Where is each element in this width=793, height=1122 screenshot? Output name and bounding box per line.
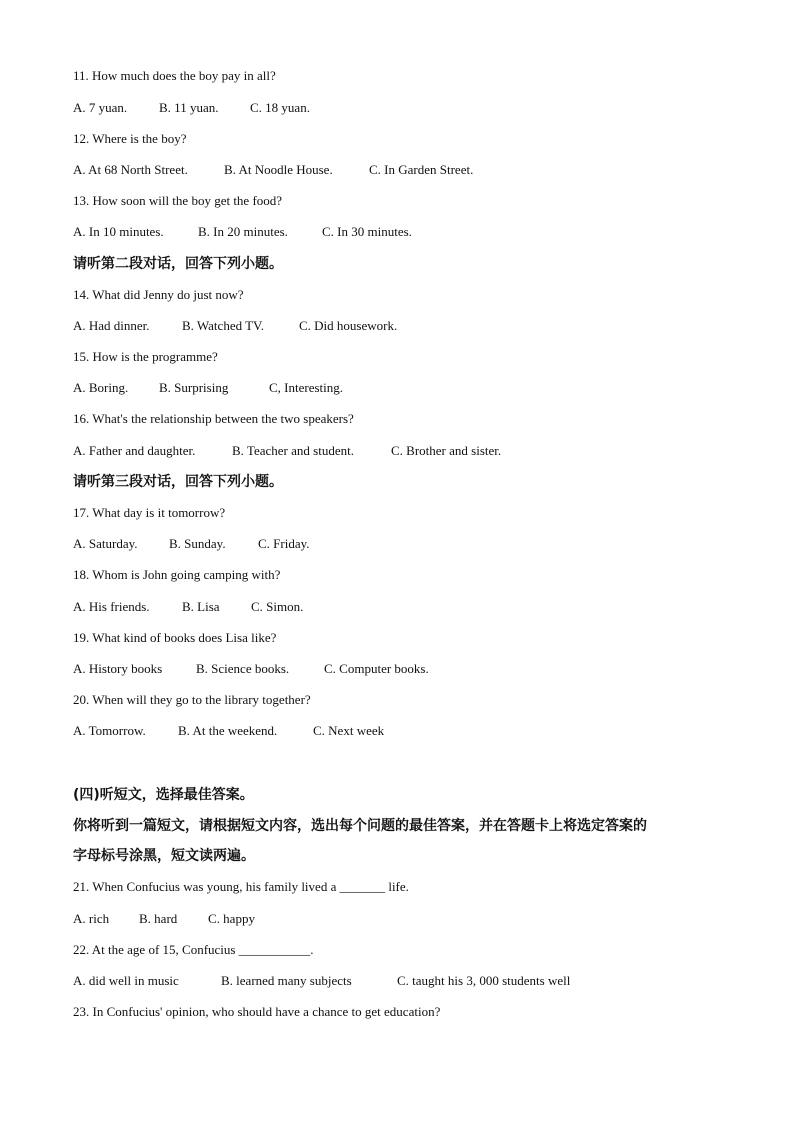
option-a: A. At 68 North Street. [73, 162, 188, 177]
question-16: 16. What's the relationship between the two speakers? [73, 411, 354, 426]
option-a: A. 7 yuan. [73, 100, 128, 115]
options-11 [73, 100, 310, 116]
options-20 [73, 723, 384, 739]
option-c: C. 18 yuan. [250, 100, 310, 115]
option-b: B. learned many subjects [221, 973, 352, 988]
option-a: A. Father and daughter. [73, 443, 196, 458]
question-14: 14. What did Jenny do just now? [73, 287, 244, 302]
option-a: A. History books [73, 661, 163, 676]
options-14 [73, 318, 397, 334]
option-c: C. In 30 minutes. [322, 224, 412, 239]
option-c: C. Simon. [251, 599, 304, 614]
options-13 [73, 224, 412, 240]
option-b: B. Lisa [182, 599, 220, 614]
question-11: 11. How much does the boy pay in all? [73, 68, 276, 83]
option-a: A. Had dinner. [73, 318, 150, 333]
option-a: A. His friends. [73, 599, 150, 614]
option-b: B. hard [139, 911, 178, 926]
option-b: B. 11 yuan. [159, 100, 219, 115]
option-b: B. Watched TV. [182, 318, 265, 333]
option-c: C. Computer books. [324, 661, 429, 676]
options-16 [73, 443, 501, 459]
option-b: B. Science books. [196, 661, 290, 676]
option-b: B. Sunday. [169, 536, 226, 551]
option-b: B. Teacher and student. [232, 443, 354, 458]
option-c: C. Brother and sister. [391, 443, 502, 458]
options-15 [73, 380, 343, 396]
option-a: A. rich [73, 911, 110, 926]
option-b: B. Surprising [159, 380, 229, 395]
option-b: B. At the weekend. [178, 723, 278, 738]
options-18 [73, 599, 303, 615]
question-18: 18. Whom is John going camping with? [73, 567, 281, 582]
option-a: A. Tomorrow. [73, 723, 146, 738]
option-c: C. Did housework. [299, 318, 398, 333]
options-19 [73, 661, 429, 677]
question-12: 12. Where is the boy? [73, 131, 187, 146]
option-c: C. taught his 3, 000 students well [397, 973, 571, 988]
option-c: C. In Garden Street. [369, 162, 474, 177]
dialog-2-heading: 请听第二段对话，回答下列小题。 [73, 256, 283, 272]
question-21: 21. When Confucius was young, his family lived a _______ life. [73, 879, 409, 894]
question-20: 20. When will they go to the library together? [73, 692, 311, 707]
question-19: 19. What kind of books does Lisa like? [73, 630, 277, 645]
option-b: B. In 20 minutes. [198, 224, 288, 239]
dialog-3-heading: 请听第三段对话，回答下列小题。 [73, 474, 283, 490]
option-b: B. At Noodle House. [224, 162, 333, 177]
option-a: A. In 10 minutes. [73, 224, 164, 239]
section-4-title: (四)听短文，选择最佳答案。 [73, 787, 254, 803]
options-22 [73, 973, 570, 989]
option-c: C. Next week [313, 723, 385, 738]
options-12 [73, 162, 473, 178]
options-17 [73, 536, 310, 552]
question-13: 13. How soon will the boy get the food? [73, 193, 283, 208]
question-15: 15. How is the programme? [73, 349, 218, 364]
option-c: C. Friday. [258, 536, 310, 551]
question-17: 17. What day is it tomorrow? [73, 505, 226, 520]
options-21 [73, 911, 255, 927]
option-c: C. happy [208, 911, 255, 926]
option-c: C, Interesting. [269, 380, 344, 395]
option-a: A. Boring. [73, 380, 129, 395]
section-4-instructions-line-2: 字母标号涂黑，短文读两遍。 [73, 848, 255, 864]
option-a: A. did well in music [73, 973, 179, 988]
section-4-instructions-line-1: 你将听到一篇短文，请根据短文内容，选出每个问题的最佳答案，并在答题卡上将选定答案的 [73, 818, 647, 834]
question-22: 22. At the age of 15, Confucius ___________. [73, 942, 314, 957]
option-a: A. Saturday. [73, 536, 138, 551]
question-23: 23. In Confucius' opinion, who should have a chance to get education? [73, 1004, 441, 1019]
